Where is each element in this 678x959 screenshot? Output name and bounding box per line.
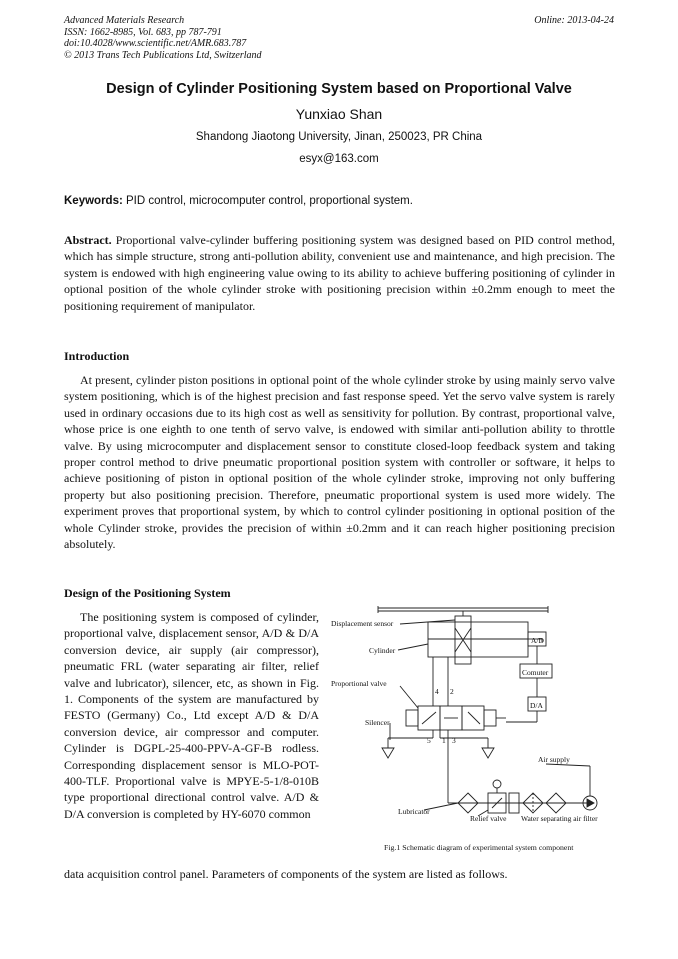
design-text: The positioning system is composed of cylinder, proportional valve, displacement sensor, A/D & D/A conversion device, air supply (air compressor), pneumatic FRL (water separating air filter, relief valve and lubricator), silencer, etc, as shown in Fig. 1. Components of the system are manufactured by FESTO (Germany) Co., Ltd except A/D & D/A conversion device, air compressor and computer. Cylinder is DGPL-25-400-PPV-A-GF-B rodless. Corresponding displacement sensor is MLO-POT-400-TLF. Proportional valve is MPYE-5-1/8-010B type proportional directional control valve. A/D & D/A conversion is completed by HY-6070 common [64, 610, 319, 821]
label-displacement-sensor: Displacement sensor [331, 619, 394, 628]
label-air-supply: Air supply [538, 755, 570, 764]
silencer-left [382, 748, 394, 758]
label-computer: Comuter [522, 668, 549, 677]
valve-section-right [462, 706, 484, 730]
label-silencer: Silencer [365, 718, 390, 727]
doi: doi:10.4028/www.scientific.net/AMR.683.787 [64, 38, 247, 49]
label-lubricator: Lubricator [398, 807, 430, 816]
keywords [64, 195, 413, 207]
journal-header [64, 15, 262, 61]
silencer-right [482, 748, 494, 758]
label-port-5: 5 [427, 736, 431, 745]
email: esyx@163.com [299, 153, 379, 165]
cylinder-body [428, 622, 528, 657]
abstract-label: Abstract. [64, 233, 112, 247]
affiliation: Shandong Jiaotong University, Jinan, 250023, PR China [195, 131, 483, 143]
label-port-4: 4 [435, 687, 439, 696]
label-da: D/A [530, 701, 543, 710]
paper-title: Design of Cylinder Positioning System based on Proportional Valve [106, 81, 572, 97]
author: Yunxiao Shan [295, 106, 383, 122]
label-port-2: 2 [450, 687, 454, 696]
design-heading: Design of the Positioning System [64, 586, 231, 600]
design-text-last-line: data acquisition control panel. Parameters of components of the system are listed as follows. [64, 867, 508, 881]
online-date: Online: 2013-04-24 [534, 15, 614, 26]
label-port-3: 3 [452, 736, 456, 745]
label-ad: A/D [531, 636, 544, 645]
issn: ISSN: 1662-8985, Vol. 683, pp 787-791 [64, 26, 222, 38]
journal-name: Advanced Materials Research [64, 15, 185, 26]
keywords-text: PID control, microcomputer control, proportional system. [122, 195, 413, 207]
introduction-heading: Introduction [64, 349, 130, 363]
figure-caption: Fig.1 Schematic diagram of experimental system component [384, 843, 574, 852]
keywords-label: Keywords: [64, 195, 123, 207]
label-proportional-valve: Proportional valve [331, 679, 387, 688]
label-water-filter: Water separating air filter [521, 814, 598, 823]
label-cylinder: Cylinder [369, 646, 396, 655]
introduction-text: At present, cylinder piston positions in optional point of the whole cylinder stroke by using mainly servo valve system positioning, which is of the highest precision and fast response speed. Yet the servo valve system is rarely used in ordinary occasions due to its high cost as well as sensitivity for pollution. By contrast, proportional valve, whose price is one eighth to one tenth of servo valve, is endowed with similar anti-pollution ability to throttle valve. By using microcomputer and displacement sensor to constitute closed-loop feedback system and taking proper control method to drive pneumatic proportional position system with controller or software, it helps to achieve positioning of piston in optional position of the whole cylinder stroke, improving not only buffering property but also positioning precision. Therefore, pneumatic proportional system is used more widely. The experiment proves that proportional system, by which to control cylinder positioning in optional position of the whole Cylinder stroke, provides the precision of within ±0.2mm and it can reach higher positioning precision absolutely. [64, 373, 615, 552]
figure-1-schematic [328, 598, 628, 860]
label-relief-valve: Relief valve [470, 814, 507, 823]
abstract-text: Proportional valve-cylinder buffering positioning system was designed based on PID control method, which has simple structure, strong anti-pollution ability, convenient use and maintenance, and high precision. The system is endowed with high engineering value owing to its ability to achieve buffering positioning of cylinder in optional position of the whole cylinder stroke with positioning precision within ±0.2mm enough to meet the positioning requirement of manipulator. [64, 233, 615, 313]
abstract [64, 232, 615, 314]
label-port-1: 1 [442, 736, 446, 745]
copyright: © 2013 Trans Tech Publications Ltd, Switzerland [64, 49, 262, 61]
